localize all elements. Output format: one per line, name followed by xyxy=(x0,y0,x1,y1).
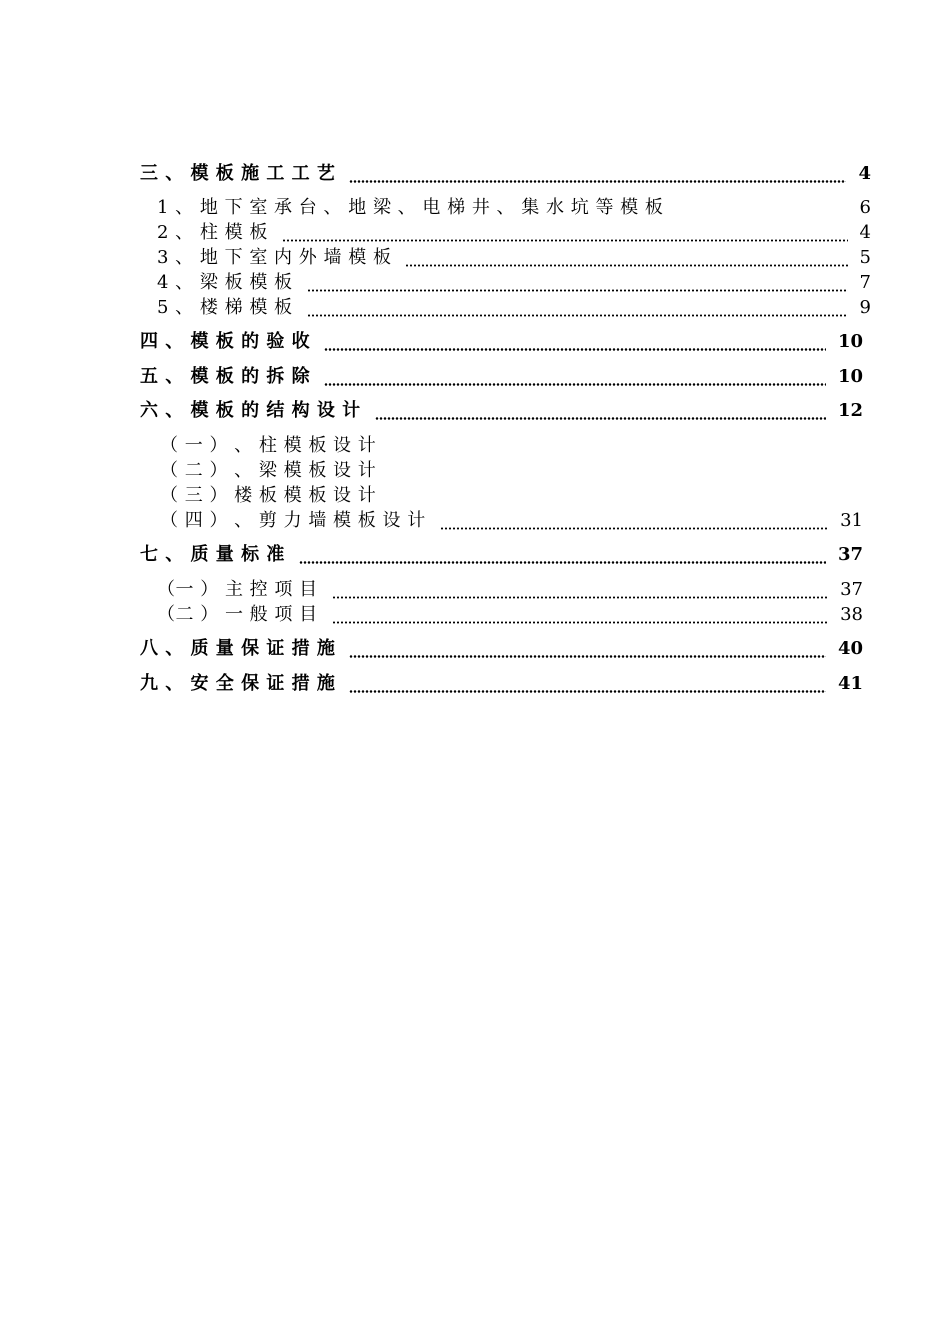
toc-page-number: 31 xyxy=(840,510,863,531)
toc-entry-label: （ 四 ） 、 剪 力 墙 模 板 设 计 xyxy=(160,510,426,531)
toc-entry-label: （ 二 ） 、 梁 模 板 设 计 xyxy=(160,460,377,481)
toc-entry-label: 3 、 地 下 室 内 外 墙 模 板 xyxy=(157,247,392,268)
toc-entry-label: （ 一 ） 、 柱 模 板 设 计 xyxy=(160,435,377,456)
toc-dot-leader xyxy=(324,330,826,354)
toc-page-number: 12 xyxy=(837,400,863,421)
toc-dot-leader xyxy=(299,543,826,567)
toc-subsection-entry[interactable] xyxy=(160,434,863,458)
toc-dot-leader xyxy=(332,603,828,627)
toc-subsection-entry[interactable] xyxy=(157,603,863,627)
toc-dot-leader xyxy=(307,296,848,320)
toc-subsection-entry[interactable] xyxy=(160,459,863,483)
toc-entry-label: 三 、 模 板 施 工 工 艺 xyxy=(140,163,336,184)
toc-page-number: 41 xyxy=(837,673,863,694)
toc-page-number: 6 xyxy=(859,197,871,218)
toc-entry-label: 六 、 模 板 的 结 构 设 计 xyxy=(140,400,361,421)
toc-section-entry[interactable] xyxy=(140,672,863,696)
toc-page-number: 9 xyxy=(859,297,871,318)
toc-entry-label: 4 、 梁 板 模 板 xyxy=(157,272,293,293)
toc-dot-leader xyxy=(324,365,826,389)
toc-section-entry[interactable] xyxy=(140,162,871,186)
toc-page-number: 4 xyxy=(858,163,871,184)
toc-entry-label: 九 、 安 全 保 证 措 施 xyxy=(140,673,336,694)
toc-entry-label: （一 ） 主 控 项 目 xyxy=(157,579,318,600)
toc-dot-leader xyxy=(282,221,848,245)
toc-section-entry[interactable] xyxy=(140,365,863,389)
toc-entry-label: 八 、 质 量 保 证 措 施 xyxy=(140,638,336,659)
toc-dot-leader xyxy=(405,246,847,270)
toc-entry-label: 5 、 楼 梯 模 板 xyxy=(157,297,293,318)
toc-section-entry[interactable] xyxy=(140,330,863,354)
toc-section-entry[interactable] xyxy=(140,399,863,423)
toc-dot-leader xyxy=(440,509,828,533)
toc-page-number: 37 xyxy=(840,579,863,600)
toc-page-number: 10 xyxy=(837,366,863,387)
toc-page-number: 40 xyxy=(837,638,863,659)
toc-entry-label: 四 、 模 板 的 验 收 xyxy=(140,331,311,352)
toc-subsection-entry[interactable] xyxy=(157,578,863,602)
toc-page-number: 37 xyxy=(837,544,863,565)
toc-entry-label: 1 、 地 下 室 承 台 、 地 梁 、 电 梯 井 、 集 水 坑 等 模 板 xyxy=(157,197,664,218)
toc-page-number: 38 xyxy=(840,604,863,625)
toc-entry-label: 五 、 模 板 的 拆 除 xyxy=(140,366,311,387)
toc-subsection-entry[interactable] xyxy=(160,484,863,508)
toc-entry-label: （二 ） 一 般 项 目 xyxy=(157,604,318,625)
toc-subsection-entry[interactable] xyxy=(157,221,871,245)
toc-entry-label: 2 、 柱 模 板 xyxy=(157,222,268,243)
toc-dot-leader xyxy=(375,399,826,423)
toc-subsection-entry[interactable] xyxy=(160,509,863,533)
toc-subsection-entry[interactable] xyxy=(157,196,871,220)
toc-page-number: 5 xyxy=(859,247,871,268)
toc-page-number: 7 xyxy=(859,272,871,293)
toc-subsection-entry[interactable] xyxy=(157,246,871,270)
toc-subsection-entry[interactable] xyxy=(157,296,871,320)
toc-dot-leader xyxy=(332,578,828,602)
toc-section-entry[interactable] xyxy=(140,543,863,567)
toc-subsection-entry[interactable] xyxy=(157,271,871,295)
toc-dot-leader xyxy=(349,637,826,661)
toc-dot-leader xyxy=(349,672,826,696)
toc-page-number: 4 xyxy=(859,222,871,243)
toc-dot-leader xyxy=(349,162,846,186)
toc-dot-leader xyxy=(307,271,848,295)
toc-entry-label: 七 、 质 量 标 准 xyxy=(140,544,285,565)
toc-section-entry[interactable] xyxy=(140,637,863,661)
toc-entry-label: （ 三 ） 楼 板 模 板 设 计 xyxy=(160,485,377,506)
toc-page-number: 10 xyxy=(837,331,863,352)
